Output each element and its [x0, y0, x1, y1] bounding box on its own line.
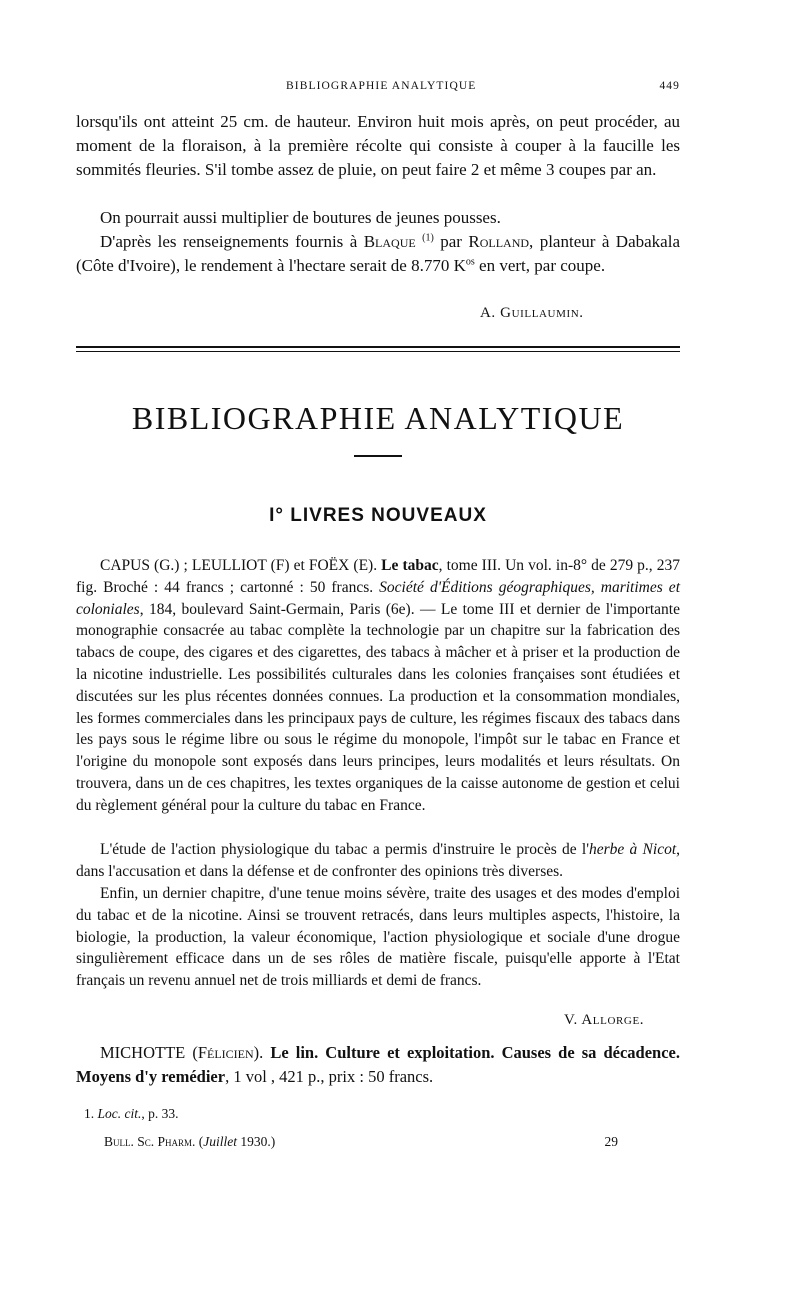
section-title: I° LIVRES NOUVEAUX	[269, 505, 487, 526]
review-1-authors: CAPUS (G.) ; LEULLIOT (F) et FOËX (E).	[100, 557, 382, 574]
running-title: BIBLIOGRAPHIE ANALYTIQUE	[286, 80, 477, 92]
title-underline	[354, 455, 402, 457]
running-header	[76, 80, 680, 96]
previous-article-paragraph-2: On pourrait aussi multiplier de boutures de jeunes pousses.	[100, 208, 501, 227]
section-divider-bottom	[76, 351, 680, 352]
page-footer	[76, 1134, 680, 1152]
sheet-number: 29	[604, 1134, 618, 1149]
page-number: 449	[659, 80, 680, 92]
previous-article-paragraph-1: lorsqu'ils ont atteint 25 cm. de hauteur. Environ huit mois après, on peut procéder, au moment de la floraison, à la première récolte qui consiste à couper à la faucille les sommités fleuries. S'il tombe assez de pluie, on peut faire 2 et même 3 coupes par an.	[76, 112, 680, 179]
review-1-paragraph-3: Enfin, un dernier chapitre, d'une tenue moins sévère, traite des usages et des modes d'emploi du tabac et de la nicotine. Ainsi se trouvent retracés, dans leurs multiples aspects, l'histoire, la biologie, la production, la valeur économique, l'action physiologique et sociale d'une drogue singulièrement efficace dans un de ses rôles de matière fiscale, puisqu'elle apporte à l'Etat français un revenu annuel net de trois milliards et demi de francs.	[76, 885, 680, 990]
person-name-blaque: Blaque	[363, 232, 416, 251]
previous-article-signature: A. Guillaumin.	[480, 305, 584, 321]
journal-citation: Bull. Sc. Pharm. (Juillet 1930.)	[104, 1134, 276, 1149]
unit-superscript: os	[465, 256, 475, 268]
previous-article-paragraph-3: D'après les renseignements fournis à Blaque $^{(1)}$ par Rolland, planteur à Dabakala (Côte d'Ivoire), le rendement à l'hectare serait de 8.770 $K^{os}$ en vert, par coupe.	[76, 232, 680, 275]
review-1-publisher: Société d'Éditions géographiques, maritimes et coloniales	[76, 578, 680, 618]
footnote-ref: (1)	[422, 232, 434, 244]
person-name-rolland: Rolland	[468, 232, 530, 251]
review-1-book-title: Le tabac	[381, 557, 439, 574]
review-1-signature: V. Allorge.	[564, 1012, 645, 1028]
review-1-paragraph-2: L'étude de l'action physiologique du tabac a permis d'instruire le procès de l'herbe à Nicot, dans l'accusation et dans la défense et de confronter des opinions très diverses.	[76, 841, 680, 880]
section-divider-top	[76, 346, 680, 348]
main-title: BIBLIOGRAPHIE ANALYTIQUE	[131, 400, 625, 436]
review-2-paragraph: MICHOTTE (Félicien). Le lin. Culture et exploitation. Causes de sa décadence. Moyens d'y remédier, 1 vol , 421 p., prix : 50 francs.	[76, 1043, 681, 1086]
document-page	[76, 0, 680, 1296]
review-1-paragraph-1: CAPUS (G.) ; LEULLIOT (F) et FOËX (E). Le tabac, tome III. Un vol. in-8° de 279 p., 237 fig. Broché : 44 francs ; cartonné : 50 francs. Société d'Éditions géographiques, maritimes et coloniales, 184, boulevard Saint-Germain, Paris (6e). — Le tome III et dernier de l'importante monographie consacrée au tabac complète la technologie par un chapitre sur la fabrication des tabacs de coupe, des cigares et des cigarettes, des tabacs à mâcher et à priser et la production de la nicotine industrielle. Les possibilités culturales dans les colonies françaises sont étudiées et discutées sur les plus récentes données connues. La production et la consommation mondiales, les formes commerciales dans les principaux pays de culture, les régimes fiscaux des tabacs dans les pays sous le régime libre ou sous le régime du monopole, l'impôt sur le tabac en France et l'origine du monopole sont exposés dans leurs principes, leurs modalités et leurs résultats. On trouvera, dans un de ces chapitres, les textes organiques de la caisse autonome de gestion et celui du règlement général pour la culture du tabac en France.	[76, 557, 680, 814]
footnote: 1. Loc. cit., p. 33.	[84, 1106, 179, 1121]
review-2-book-title: Le lin. Culture et exploitation. Causes de sa décadence. Moyens d'y remédier	[76, 1043, 681, 1086]
review-2-author: MICHOTTE	[100, 1043, 193, 1062]
